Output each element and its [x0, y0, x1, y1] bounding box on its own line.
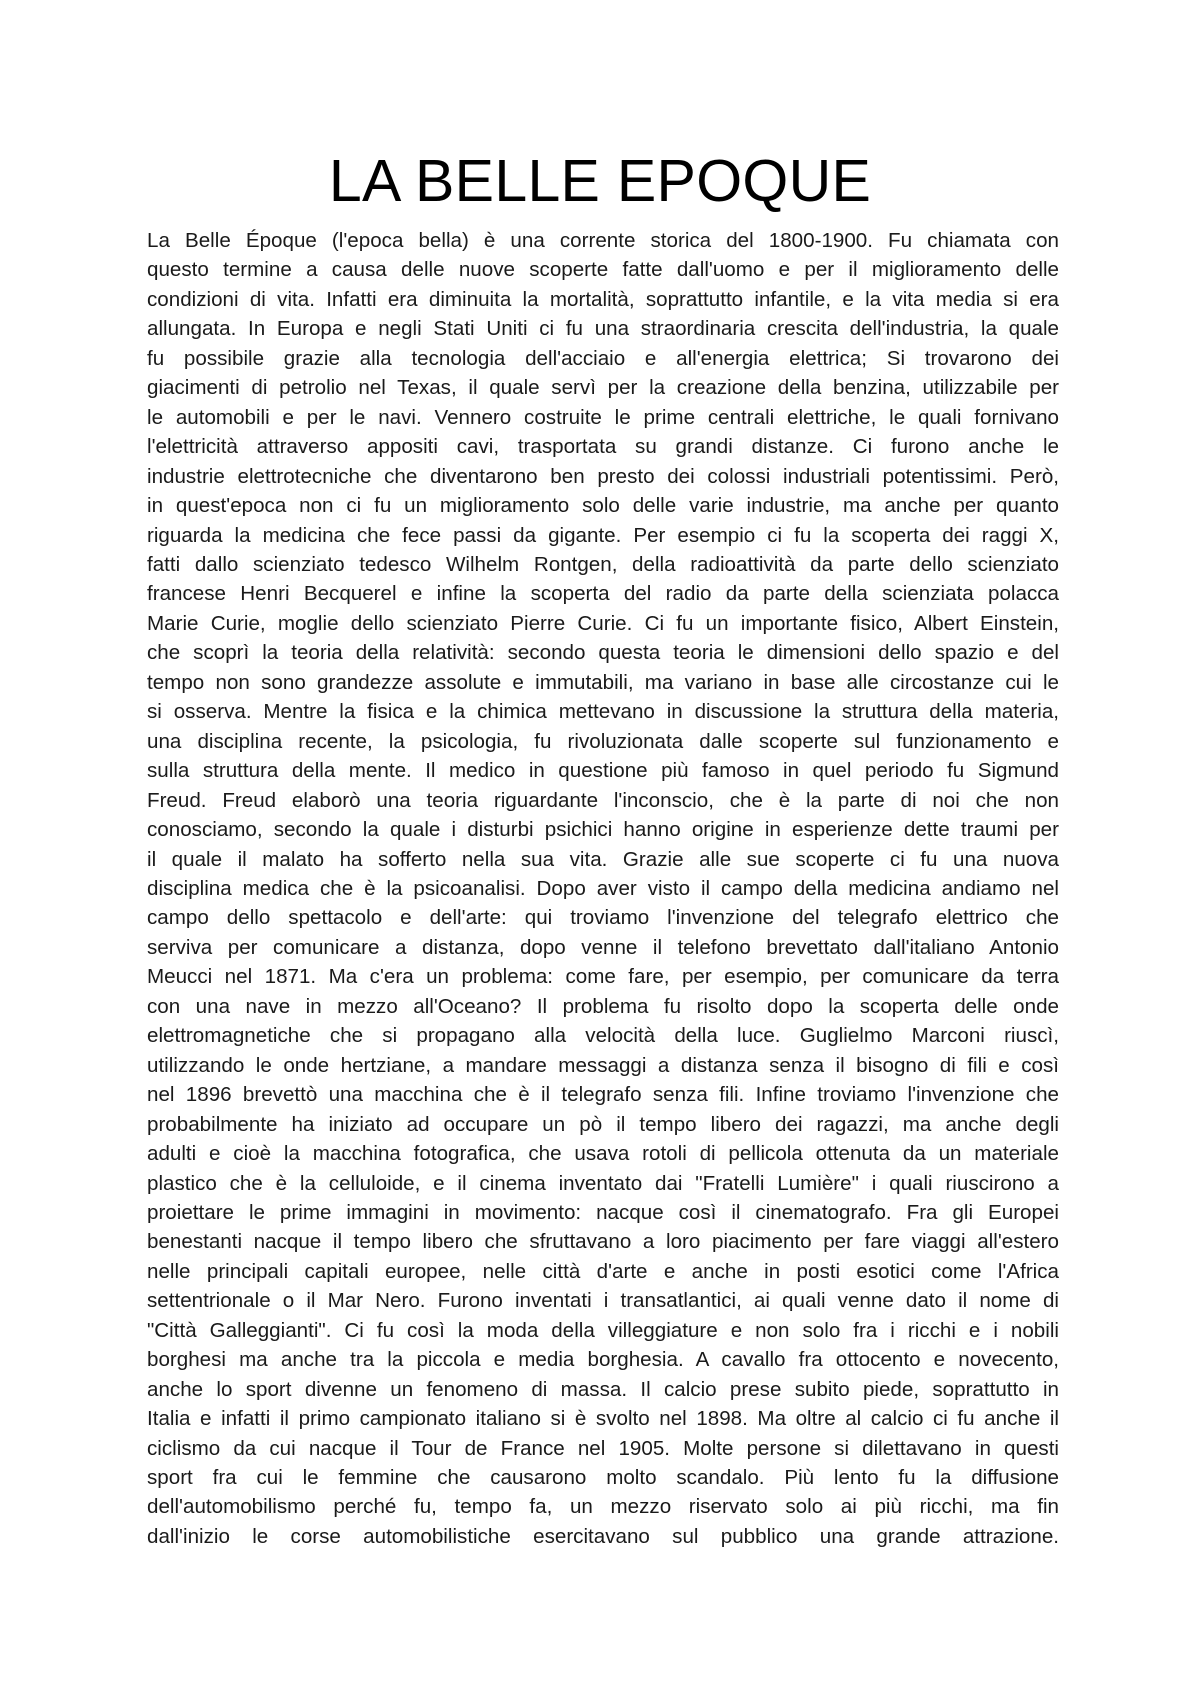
text-line: riguarda la medicina che fece passi da gigante. Per esempio ci fu la scoperta dei raggi X,	[147, 523, 1059, 547]
text-line: Meucci nel 1871. Ma c'era un problema: come fare, per esempio, per comunicare da terra	[147, 965, 1059, 989]
text-line: ciclismo da cui nacque il Tour de France nel 1905. Molte persone si dilettavano in questi	[147, 1436, 1059, 1460]
text-line: che scoprì la teoria della relatività: secondo questa teoria le dimensioni dello spazio e del	[147, 641, 1059, 665]
text-line: Marie Curie, moglie dello scienziato Pierre Curie. Ci fu un importante fisico, Albert Einstein,	[147, 611, 1059, 635]
document-title: LA BELLE EPOQUE	[328, 148, 872, 214]
text-line: disciplina medica che è la psicoanalisi. Dopo aver visto il campo della medicina andiamo nel	[147, 876, 1059, 900]
body-paragraph	[147, 226, 1059, 1551]
text-line: borghesi ma anche tra la piccola e media borghesia. A cavallo fra ottocento e novecento,	[147, 1348, 1059, 1372]
text-line: francese Henri Becquerel e infine la scoperta del radio da parte della scienziata polacca	[147, 582, 1059, 606]
text-line: serviva per comunicare a distanza, dopo venne il telefono brevettato dall'italiano Antonio	[147, 935, 1059, 959]
text-line: il quale il malato ha sofferto nella sua vita. Grazie alle sue scoperte ci fu una nuova	[147, 847, 1059, 871]
text-line: in quest'epoca non ci fu un miglioramento solo delle varie industrie, ma anche per quanto	[147, 494, 1059, 518]
text-line: conosciamo, secondo la quale i disturbi psichici hanno origine in esperienze dette traumi per	[147, 818, 1059, 842]
text-line: adulti e cioè la macchina fotografica, che usava rotoli di pellicola ottenuta da un materiale	[147, 1142, 1059, 1166]
text-line: industrie elettrotecniche che diventarono ben presto dei colossi industriali potentissimi. Però,	[147, 464, 1059, 488]
text-line: Italia e infatti il primo campionato italiano si è svolto nel 1898. Ma oltre al calcio ci fu anche il	[147, 1407, 1059, 1431]
text-line: campo dello spettacolo e dell'arte: qui troviamo l'invenzione del telegrafo elettrico che	[147, 906, 1059, 930]
text-line: condizioni di vita. Infatti era diminuita la mortalità, soprattutto infantile, e la vita media si era	[147, 287, 1059, 311]
text-line: giacimenti di petrolio nel Texas, il quale servì per la creazione della benzina, utilizzabile per	[147, 376, 1059, 400]
text-line: dall'inizio le corse automobilistiche esercitavano sul pubblico una grande attrazione.	[147, 1524, 1059, 1548]
text-line: sport fra cui le femmine che causarono molto scandalo. Più lento fu la diffusione	[147, 1466, 1059, 1490]
text-line: questo termine a causa delle nuove scoperte fatte dall'uomo e per il miglioramento delle	[147, 258, 1059, 282]
text-line: elettromagnetiche che si propagano alla velocità della luce. Guglielmo Marconi riuscì,	[147, 1024, 1059, 1048]
text-line: dell'automobilismo perché fu, tempo fa, un mezzo riservato solo ai più ricchi, ma fin	[147, 1495, 1059, 1519]
text-line: con una nave in mezzo all'Oceano? Il problema fu risolto dopo la scoperta delle onde	[147, 994, 1059, 1018]
text-line: tempo non sono grandezze assolute e immutabili, ma variano in base alle circostanze cui le	[147, 670, 1059, 694]
text-line: allungata. In Europa e negli Stati Uniti ci fu una straordinaria crescita dell'industria, la quale	[147, 317, 1059, 341]
text-line: settentrionale o il Mar Nero. Furono inventati i transatlantici, ai quali venne dato il nome di	[147, 1289, 1059, 1313]
text-line: probabilmente ha iniziato ad occupare un pò il tempo libero dei ragazzi, ma anche degli	[147, 1112, 1059, 1136]
text-line: nel 1896 brevettò una macchina che è il telegrafo senza fili. Infine troviamo l'invenzione che	[147, 1083, 1059, 1107]
text-line: l'elettricità attraverso appositi cavi, trasportata su grandi distanze. Ci furono anche le	[147, 435, 1059, 459]
text-line: sulla struttura della mente. Il medico in questione più famoso in quel periodo fu Sigmund	[147, 759, 1059, 783]
text-line: nelle principali capitali europee, nelle città d'arte e anche in posti esotici come l'Africa	[147, 1259, 1059, 1283]
text-line: benestanti nacque il tempo libero che sfruttavano a loro piacimento per fare viaggi all'estero	[147, 1230, 1059, 1254]
text-line: proiettare le prime immagini in movimento: nacque così il cinematografo. Fra gli Europei	[147, 1200, 1059, 1224]
text-line: si osserva. Mentre la fisica e la chimica mettevano in discussione la struttura della materia,	[147, 700, 1059, 724]
text-line: una disciplina recente, la psicologia, fu rivoluzionata dalle scoperte sul funzionamento e	[147, 729, 1059, 753]
text-line: fatti dallo scienziato tedesco Wilhelm Rontgen, della radioattività da parte dello scienziato	[147, 552, 1059, 576]
text-line: fu possibile grazie alla tecnologia dell'acciaio e all'energia elettrica; Si trovarono dei	[147, 346, 1059, 370]
text-line: Freud. Freud elaborò una teoria riguardante l'inconscio, che è la parte di noi che non	[147, 788, 1059, 812]
text-line: le automobili e per le navi. Vennero costruite le prime centrali elettriche, le quali fornivano	[147, 405, 1059, 429]
text-line: utilizzando le onde hertziane, a mandare messaggi a distanza senza il bisogno di fili e così	[147, 1053, 1059, 1077]
text-line: "Città Galleggianti". Ci fu così la moda della villeggiature e non solo fra i ricchi e i nobili	[147, 1318, 1059, 1342]
text-line: plastico che è la celluloide, e il cinema inventato dai "Fratelli Lumière" i quali riuscirono a	[147, 1171, 1059, 1195]
text-line: La Belle Époque (l'epoca bella) è una corrente storica del 1800-1900. Fu chiamata con	[147, 229, 1059, 252]
text-line: anche lo sport divenne un fenomeno di massa. Il calcio prese subito piede, soprattutto in	[147, 1377, 1059, 1401]
